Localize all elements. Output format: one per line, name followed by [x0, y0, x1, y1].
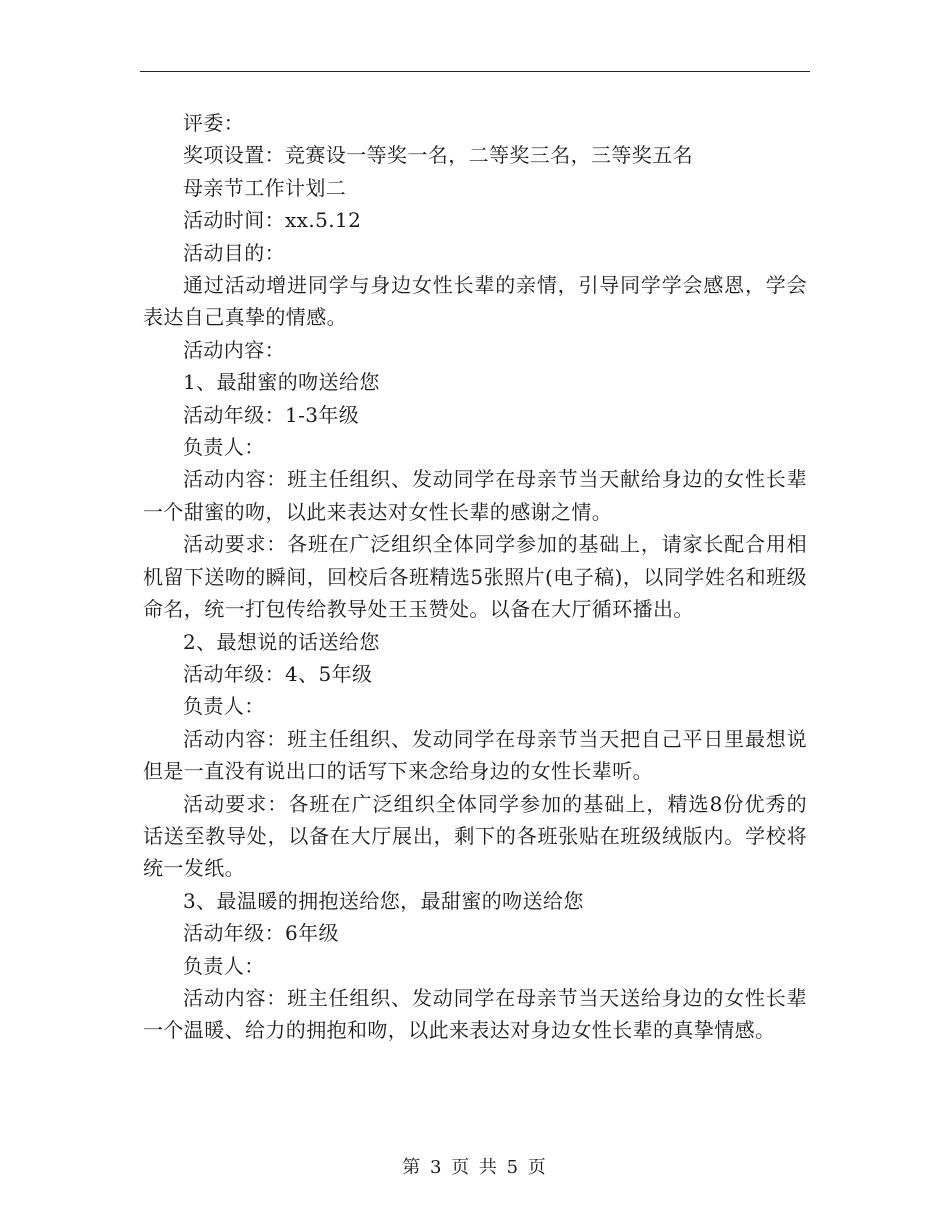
- paragraph: 活动内容：: [183, 337, 285, 362]
- paragraph: 活动目的：: [183, 240, 285, 265]
- paragraph: 活动内容：班主任组织、发动同学在母亲节当天献给身边的女性长辈一个甜蜜的吻，以此来表达对女性长辈的感谢之情。: [143, 467, 807, 524]
- paragraph: 活动时间：xx.5.12: [183, 208, 362, 233]
- paragraph: 评委：: [183, 111, 245, 135]
- paragraph: 活动年级：6年级: [183, 921, 339, 946]
- paragraph: 活动年级：1-3年级: [183, 402, 360, 427]
- page-footer: [0, 1153, 950, 1179]
- paragraph: 活动年级：4、5年级: [183, 661, 373, 686]
- paragraph: 负责人：: [183, 694, 265, 719]
- paragraph: 活动内容：班主任组织、发动同学在母亲节当天送给身边的女性长辈一个温暖、给力的拥抱和吻，以此来表达对身边女性长辈的真挚情感。: [143, 985, 807, 1043]
- paragraph: 3、最温暖的拥抱送给您，最甜蜜的吻送给您: [183, 888, 584, 913]
- paragraph: 2、最想说的话送给您: [183, 629, 380, 654]
- paragraph: 活动内容：班主任组织、发动同学在母亲节当天把自己平日里最想说但是一直没有说出口的话写下来念给身边的女性长辈听。: [143, 726, 807, 784]
- paragraph: 活动要求：各班在广泛组织全体同学参加的基础上，精选8份优秀的话送至教导处，以备在大厅展出，剩下的各班张贴在班级绒版内。学校将统一发纸。: [143, 791, 807, 881]
- paragraph: 活动要求：各班在广泛组织全体同学参加的基础上，请家长配合用相机留下送吻的瞬间，回校后各班精选5张照片(电子稿)，以同学姓名和班级命名，统一打包传给教导处王玉赞处。以备在大厅循环播出。: [143, 532, 807, 622]
- paragraph: 负责人：: [183, 953, 265, 978]
- paragraph: 奖项设置：竞赛设一等奖一名，二等奖三名，三等奖五名: [183, 143, 693, 168]
- document-body: [143, 107, 807, 1047]
- paragraph: 1、最甜蜜的吻送给您: [183, 370, 380, 395]
- header-rule: [140, 71, 810, 72]
- page-number: 第 3 页 共 5 页: [402, 1157, 548, 1178]
- paragraph: 通过活动增进同学与身边女性长辈的亲情，引导同学学会感恩，学会表达自己真挚的情感。: [143, 273, 807, 330]
- paragraph: 母亲节工作计划二: [183, 175, 347, 200]
- paragraph: 负责人：: [183, 435, 265, 460]
